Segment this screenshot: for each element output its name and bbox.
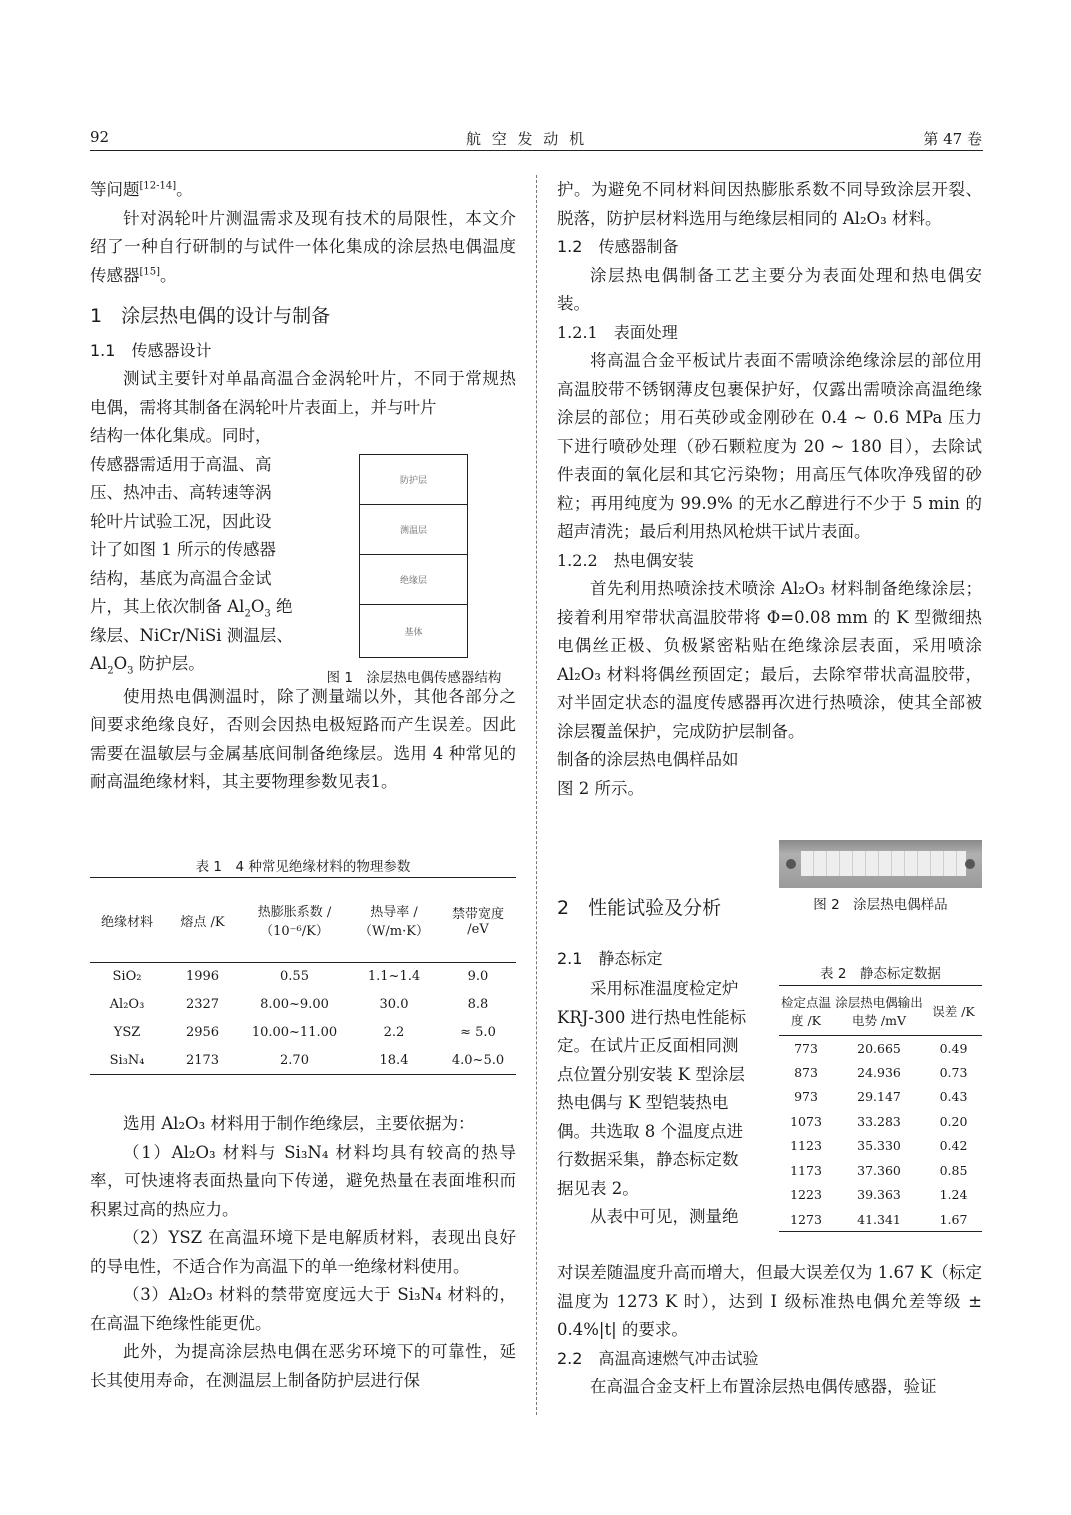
layer-protective: 防护层 [360, 455, 467, 505]
section-1-2-1-heading: 1.2.1 表面处理 [557, 322, 678, 342]
table-row [90, 963, 516, 991]
static-paragraph [557, 975, 771, 1232]
protection-paragraph: 此外，为提高涂层热电偶在恶劣环境下的可靠性，延长其使用寿命，在测温层上制备防护层进行保 [90, 1342, 516, 1390]
journal-title: 航 空 发 动 机 [466, 130, 588, 148]
section-1-2-2-heading: 1.2.2 热电偶安装 [557, 550, 694, 570]
cell: 2173 [185, 1052, 220, 1068]
header-rule [90, 150, 983, 151]
cell: 4.0~5.0 [451, 1052, 505, 1068]
cell: 39.363 [857, 1187, 901, 1203]
table-1 [90, 877, 516, 1075]
sample-line-a: 制备的涂层热电偶样品如 [557, 750, 739, 769]
table-row [90, 991, 516, 1019]
volume-label: 第 47 卷 [923, 130, 982, 148]
mount-hole [786, 859, 796, 869]
text-line: 偶。共选取 8 个温度点进 [557, 1121, 743, 1141]
cell: 1223 [790, 1187, 822, 1203]
cell: 20.665 [857, 1040, 901, 1056]
table-row [779, 1158, 982, 1183]
section-1-heading: 1 涂层热电偶的设计与制备 [90, 305, 331, 327]
table-header-row [779, 986, 982, 1036]
cell: ≈ 5.0 [460, 1025, 496, 1040]
left-column-lower [90, 1110, 516, 1395]
cell: 37.360 [857, 1162, 901, 1178]
table-row [779, 1183, 982, 1208]
section-1-2-heading: 1.2 传感器制备 [557, 237, 679, 256]
cell: 8.8 [467, 997, 489, 1012]
preparation-paragraph: 涂层热电偶制备工艺主要分为表面处理和热电偶安装。 [557, 265, 982, 313]
reason-1-paragraph: （1）Al₂O₃ 材料与 Si₃N₄ 材料均具有较高的热导率，可快速将表面热量向下传递，避免热量在表面堆积而积累过高的热应力。 [90, 1142, 516, 1219]
cell: 2.70 [280, 1052, 309, 1068]
text-line: $Al_2O_3$ 防护层。 [90, 654, 205, 677]
layer-insulation: 绝缘层 [360, 555, 467, 605]
text-line: 结构一体化集成。同时， [90, 426, 272, 445]
cell: 29.147 [857, 1089, 901, 1105]
cell: 1.1~1.4 [367, 969, 421, 985]
text-line: 计了如图 1 所示的传感器 [90, 540, 276, 559]
intro-paragraph-a: 等问题[12-14]。 [90, 180, 193, 199]
choose-paragraph: 选用 Al₂O₃ 材料用于制作绝缘层，主要依据为： [123, 1114, 475, 1133]
reason-2-paragraph: （2）YSZ 在高温环境下是电解质材料，表现出良好的导电性，不适合作为高温下的单一绝缘材料使用。 [90, 1228, 516, 1276]
cell: 2956 [185, 1025, 220, 1040]
cell: 973 [794, 1089, 818, 1105]
table-1-caption: 表 1 4 种常见绝缘材料的物理参数 [195, 859, 411, 875]
cell: 0.85 [939, 1162, 968, 1178]
table-2 [779, 985, 982, 1232]
cell: 1173 [790, 1162, 822, 1178]
figure-1-caption: 图 1 涂层热电偶传感器结构 [326, 670, 502, 686]
table-header-row [90, 878, 516, 963]
table-row [779, 1207, 982, 1232]
th-emf: 涂层热电偶输出电势 /mV [835, 994, 923, 1028]
table-row [779, 1085, 982, 1110]
cell: 30.0 [379, 997, 409, 1012]
continued-paragraph: 护。为避免不同材料间因热膨胀系数不同导致涂层开裂、脱落，防护层材料选用与绝缘层相同的 Al₂O₃ 材料。 [557, 180, 982, 228]
table-row [90, 1047, 516, 1075]
th-melting: 熔点 /K [180, 914, 225, 930]
section-2-2-heading: 2.2 高温高速燃气冲击试验 [557, 1348, 759, 1368]
cell: YSZ [113, 1025, 141, 1040]
mount-hole [965, 859, 975, 869]
table-2-caption: 表 2 静态标定数据 [820, 966, 941, 982]
section-2-1-heading: 2.1 静态标定 [557, 949, 663, 968]
text-line: 片，其上依次制备 $Al_2O_3$ 绝 [90, 597, 293, 620]
text-line: 压、热冲击、高转速等涡 [90, 483, 272, 502]
cell: 0.42 [939, 1138, 968, 1154]
text-line: 据见表 2。 [557, 1178, 639, 1198]
cell: 2.2 [383, 1025, 405, 1040]
column-divider [536, 175, 537, 1415]
intro-paragraph-b: 针对涡轮叶片测温需求及现有技术的局限性，本文介绍了一种自行研制的与试件一体化集成的涂层热电偶温度传感器[15]。 [90, 208, 516, 285]
impact-paragraph: 在高温合金支杆上布置涂层热电偶传感器，验证 [590, 1377, 937, 1396]
cell: 18.4 [379, 1052, 409, 1068]
cell: 1.24 [939, 1187, 968, 1203]
section-2-heading: 2 性能试验及分析 [557, 897, 722, 919]
th-error: 误差 /K [932, 1003, 975, 1019]
th-conductivity: 热导率 /（W/m·K） [359, 905, 429, 939]
section-1-1-heading: 1.1 传感器设计 [90, 340, 212, 360]
text-line: KRJ-300 进行热电性能标 [557, 1007, 747, 1027]
cell: Al₂O₃ [109, 997, 145, 1012]
text-line: 点位置分别安装 K 型涂层 [557, 1064, 745, 1084]
cell: 0.43 [939, 1089, 968, 1105]
cell: 873 [794, 1064, 818, 1080]
layer-sensing: 测温层 [360, 505, 467, 555]
install-paragraph: 首先利用热喷涂技术喷涂 Al₂O₃ 材料制备绝缘涂层；接着利用窄带状高温胶带将 Φ=0.08 mm 的 K 型微细热电偶丝正极、负极紧密粘贴在绝缘涂层表面，采用喷涂 Al₂O₃ 材料将偶丝预固定；最后，去除窄带状高温胶带，对半固定状态的温度传感器再次进行热喷涂，使其全部被涂层覆盖保护，完成防护层制备。 [557, 579, 982, 741]
text-line: 从表中可见，测量绝 [590, 1207, 739, 1226]
table-row [779, 1060, 982, 1085]
text-line: 采用标准温度检定炉 [590, 979, 739, 998]
text-line: 轮叶片试验工况，因此设 [90, 511, 272, 531]
cell: 10.00~11.00 [251, 1025, 338, 1040]
layer-substrate: 基体 [404, 627, 423, 638]
cell: 9.0 [467, 969, 489, 985]
cell: SiO₂ [112, 969, 142, 985]
table-row [779, 1036, 982, 1061]
insulation-paragraph: 使用热电偶测温时，除了测量端以外，其他各部分之间要求绝缘良好，否则会因热电极短路而产生误差。因此需要在温敏层与金属基底间制备绝缘层。选用 4 种常见的耐高温绝缘材料，其主要物理参数见表1。 [90, 686, 516, 791]
reason-3-paragraph: （3）Al₂O₃ 材料的禁带宽度远大于 Si₃N₄ 材料的，在高温下绝缘性能更优。 [90, 1285, 516, 1333]
table-row [90, 1019, 516, 1047]
coated-strip [801, 851, 966, 876]
cell: 8.00~9.00 [260, 997, 329, 1012]
design-paragraph-wrap [90, 422, 300, 679]
cell: 24.936 [857, 1064, 901, 1080]
cell: 0.73 [939, 1064, 968, 1080]
th-material: 绝缘材料 [100, 914, 153, 930]
design-paragraph: 测试主要针对单晶高温合金涡轮叶片，不同于常规热电偶，需将其制备在涡轮叶片表面上，并与叶片 [90, 369, 516, 417]
cell: Si₃N₄ [109, 1052, 145, 1068]
cell: 1123 [790, 1138, 822, 1154]
cell: 33.283 [857, 1113, 901, 1129]
cell: 0.49 [939, 1040, 968, 1056]
cell: 1273 [790, 1211, 822, 1227]
text-line: 结构，基底为高温合金试 [90, 568, 272, 588]
cell: 1.67 [939, 1211, 968, 1227]
th-bandgap: 禁带宽度 /eV [451, 907, 504, 937]
cell: 0.55 [280, 969, 309, 985]
surface-paragraph: 将高温合金平板试片表面不需喷涂绝缘涂层的部位用高温胶带不锈钢薄皮包裹保护好，仅露出需喷涂高温绝缘涂层的部位；用石英砂或金刚砂在 0.4 ~ 0.6 MPa 压力下进行喷砂处理（砂石颗粒度为 20 ~ 180 目），去除试件表面的氧化层和其它污染物；用高压气体吹净残留的砂粒；再用纯度为 99.9% 的无水乙醇进行不少于 5 min 的超声清洗；最后利用热风枪烘干试片表面。 [557, 351, 982, 541]
cell: 2327 [185, 997, 220, 1012]
static-conclusion: 对误差随温度升高而增大，但最大误差仅为 1.67 K（标定温度为 1273 K 时），达到 Ⅰ 级标准热电偶允差等级 ± 0.4%|t| 的要求。 [557, 1263, 982, 1339]
text-line: 热电偶与 K 型铠装热电 [557, 1093, 729, 1112]
page-number: 92 [90, 128, 110, 146]
th-temperature: 检定点温度 /K [780, 994, 831, 1028]
text-line: 传感器需适用于高温、高 [90, 454, 272, 474]
th-expansion: 热膨胀系数 /（10⁻⁶/K） [257, 905, 332, 939]
figure-2-caption: 图 2 涂层热电偶样品 [813, 897, 948, 913]
right-column-lower [557, 1259, 982, 1402]
text-line: 缘层、NiCr/NiSi 测温层、 [90, 625, 293, 645]
right-column [557, 176, 982, 803]
cell: 35.330 [857, 1138, 901, 1154]
cell: 41.341 [857, 1211, 901, 1227]
cell: 0.20 [939, 1113, 968, 1129]
figure-1-sensor-structure [359, 454, 468, 658]
cell: 773 [794, 1040, 818, 1056]
table-row [779, 1134, 982, 1159]
text-line: 行数据采集，静态标定数 [557, 1150, 739, 1169]
sample-line-b: 图 2 所示。 [557, 778, 644, 798]
cell: 1073 [790, 1113, 822, 1129]
text-line: 定。在试片正反面相同测 [557, 1036, 739, 1055]
cell: 1996 [185, 969, 220, 985]
table-row [779, 1109, 982, 1134]
figure-2-sample-photo [779, 840, 982, 888]
